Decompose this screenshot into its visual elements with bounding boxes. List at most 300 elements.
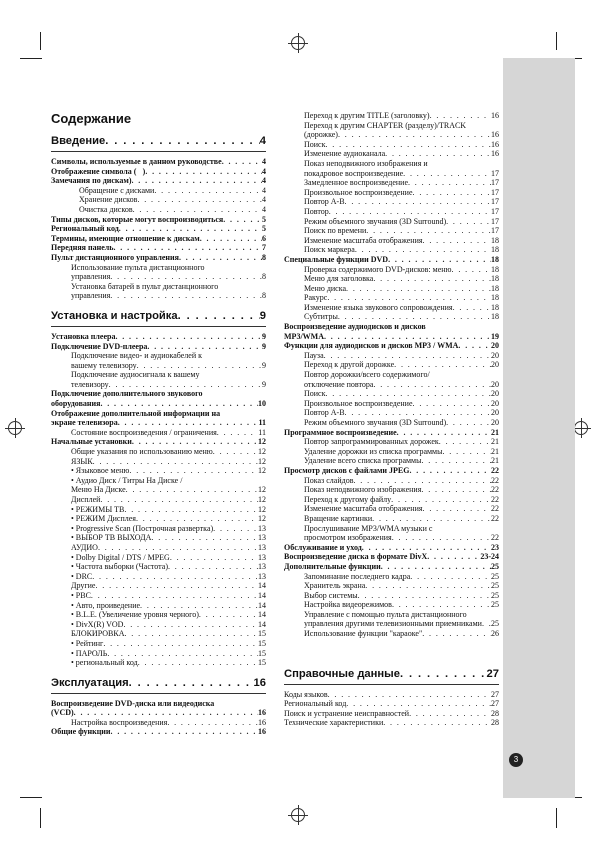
toc-entry-label: Типы дисков, которые могут воспроизводиться	[51, 214, 224, 224]
leader-dots	[362, 543, 491, 553]
toc-entry[interactable]	[284, 437, 499, 447]
leader-dots	[137, 361, 262, 371]
toc-entry-label: Поиск и устранение неисправностей	[284, 708, 410, 718]
toc-page-number: 12	[258, 514, 266, 524]
leader-dots	[366, 226, 491, 236]
leader-dots	[111, 727, 258, 737]
toc-entry[interactable]	[51, 620, 266, 630]
toc-entry-line[interactable]	[51, 263, 266, 273]
toc-entry[interactable]	[284, 514, 499, 524]
toc-entry-label: Повтор дорожки/всего содержимого/	[304, 370, 430, 380]
toc-page-number: 13	[258, 571, 266, 581]
page-title: Содержание	[51, 111, 132, 126]
toc-entry[interactable]	[284, 709, 499, 719]
toc-entry-label: вашему телевизору	[71, 360, 137, 370]
toc-entry-label: Воспроизведение DVD-диска или видеодиска	[51, 698, 215, 708]
toc-entry[interactable]	[51, 708, 266, 718]
toc-page-number: 6	[262, 233, 266, 243]
toc-entry-line[interactable]	[51, 370, 266, 380]
leader-dots	[100, 495, 258, 505]
toc-page-number: 14	[258, 590, 266, 600]
toc-entry[interactable]	[51, 591, 266, 601]
toc-entry-label: MP3/WMA	[284, 331, 324, 341]
toc-entry[interactable]	[284, 456, 499, 466]
toc-entry[interactable]	[284, 495, 499, 505]
toc-entry[interactable]	[51, 658, 266, 668]
toc-entry-label: Поиск	[304, 389, 326, 399]
toc-page-number: 26	[491, 629, 499, 639]
toc-entry[interactable]	[284, 581, 499, 591]
toc-entry-label: (дорожке)	[304, 130, 338, 140]
toc-entry[interactable]	[284, 332, 499, 342]
toc-page-number: 12	[258, 466, 266, 476]
toc-page-number: 22	[491, 504, 499, 514]
toc-page-number: 20	[491, 418, 499, 427]
toc-entry-label: ЯЗЫК	[71, 456, 93, 466]
toc-entry-label: Повтор запрограммированных дорожек	[304, 437, 439, 447]
toc-entry[interactable]	[284, 303, 499, 313]
toc-entry-line[interactable]	[51, 699, 266, 709]
toc-entry-label: Другие	[71, 581, 96, 591]
toc-entry[interactable]	[284, 418, 499, 428]
toc-entry-label: Удаление всего списка программы	[304, 456, 422, 466]
toc-section-heading[interactable]	[51, 309, 266, 327]
toc-entry[interactable]	[51, 610, 266, 620]
toc-entry[interactable]	[51, 533, 266, 543]
leader-dots	[345, 408, 491, 418]
toc-entry[interactable]	[51, 466, 266, 476]
toc-entry[interactable]	[51, 205, 266, 215]
toc-entry-label: Хранитель экрана	[304, 581, 366, 591]
leader-dots	[392, 600, 491, 610]
toc-page-number: 22	[491, 485, 499, 495]
toc-entry-label: Подключение DVD-плеера	[51, 341, 148, 351]
toc-entry-label: Переход к другим CHAPTER (разделу)/TRACK	[304, 120, 467, 130]
toc-entry[interactable]	[51, 380, 266, 390]
toc-entry[interactable]	[51, 332, 266, 342]
toc-column-left	[51, 111, 266, 737]
toc-entry-label: Региональный код	[284, 699, 347, 709]
toc-entry[interactable]	[51, 361, 266, 371]
toc-entry[interactable]	[284, 312, 499, 322]
crop-mark	[20, 58, 42, 59]
toc-page-number: 13	[258, 523, 266, 533]
toc-page-number: 15	[258, 658, 266, 668]
toc-entry-line[interactable]	[284, 322, 499, 332]
toc-entry-label: оборудования	[51, 399, 101, 409]
toc-entry[interactable]	[51, 215, 266, 225]
leader-dots	[132, 176, 263, 186]
toc-entry-label: Настройка видеорежимов	[304, 600, 392, 610]
leader-dots	[383, 718, 491, 728]
toc-page-number: 21	[491, 427, 499, 437]
leader-dots	[123, 620, 258, 630]
toc-entry-label: • Языковое меню	[71, 466, 130, 476]
toc-entry[interactable]	[51, 457, 266, 467]
leader-dots	[170, 553, 258, 563]
toc-section-heading[interactable]	[51, 676, 266, 694]
toc-entry[interactable]	[284, 629, 499, 639]
leader-dots	[74, 708, 258, 718]
toc-page-number: 16	[491, 149, 499, 159]
toc-entry-label: Установка батарей в пульт дистанционного	[71, 281, 219, 291]
toc-entry[interactable]	[51, 342, 266, 352]
toc-entry[interactable]	[51, 399, 266, 409]
toc-entry[interactable]	[51, 649, 266, 659]
toc-entry[interactable]	[284, 293, 499, 303]
crop-mark	[40, 808, 41, 828]
toc-page-number: 12	[258, 437, 266, 447]
toc-entry-label: Подключение дополнительного звукового	[51, 389, 203, 399]
leader-dots	[327, 293, 491, 303]
toc-entry-line[interactable]	[51, 476, 266, 486]
toc-entry-line[interactable]	[284, 370, 499, 380]
leader-dots	[138, 658, 258, 668]
toc-page-number: 16	[258, 717, 266, 727]
toc-entry-label: Изменение аудиоканала	[304, 149, 386, 159]
toc-entry-line[interactable]	[284, 121, 499, 131]
toc-page-number: 8	[262, 272, 266, 282]
leader-dots	[119, 224, 262, 234]
leader-dots	[427, 552, 480, 562]
leader-dots	[409, 466, 491, 476]
toc-entry[interactable]	[51, 224, 266, 234]
toc-page-number: 22	[491, 475, 499, 485]
toc-entry[interactable]	[51, 418, 266, 428]
toc-entry[interactable]	[51, 176, 266, 186]
toc-page-number: 9	[262, 379, 266, 389]
toc-page-number: 22	[491, 533, 499, 543]
leader-dots	[113, 243, 262, 253]
toc-entry[interactable]	[51, 553, 266, 563]
toc-page-number: 16	[253, 676, 266, 689]
toc-page-number: 21	[491, 437, 499, 447]
toc-entry-label: Начальные установки	[51, 437, 132, 447]
leader-dots	[338, 312, 491, 322]
toc-entry[interactable]	[284, 699, 499, 709]
toc-page-number: 18	[491, 235, 499, 245]
leader-dots	[100, 399, 258, 409]
toc-entry-label: телевизору	[71, 379, 109, 389]
toc-page-number: 19	[491, 331, 499, 341]
toc-entry[interactable]	[284, 188, 499, 198]
toc-entry[interactable]	[51, 428, 266, 438]
toc-section-heading[interactable]	[284, 667, 499, 685]
toc-entry[interactable]	[284, 572, 499, 582]
toc-page-number: 5	[262, 224, 266, 234]
toc-entry[interactable]	[284, 140, 499, 150]
toc-entry-label: Коды языков	[284, 689, 328, 699]
toc-entry[interactable]	[51, 253, 266, 263]
toc-entry-label: • Dolby Digital / DTS / MPEG	[71, 552, 170, 562]
leader-dots	[326, 389, 492, 399]
toc-entry[interactable]	[284, 236, 499, 246]
toc-entry[interactable]	[284, 428, 499, 438]
toc-entry-label: Дисплей	[71, 495, 101, 504]
toc-entry[interactable]	[284, 399, 499, 409]
toc-entry[interactable]	[284, 562, 499, 572]
leader-dots	[355, 245, 491, 255]
toc-entry[interactable]	[284, 149, 499, 159]
toc-entry[interactable]	[284, 130, 499, 140]
toc-entry-label: управления	[71, 291, 111, 301]
leader-dots	[95, 581, 258, 591]
toc-entry[interactable]	[284, 360, 499, 370]
toc-page-number: 17	[491, 226, 499, 236]
crop-mark	[556, 32, 557, 50]
toc-entry-label: Повтор A-B	[304, 197, 345, 207]
toc-entry[interactable]	[51, 524, 266, 534]
toc-page-number: 15	[258, 648, 266, 658]
toc-entry-line[interactable]	[51, 351, 266, 361]
toc-entry-label: Удаление дорожки из списка программы	[304, 446, 443, 456]
leader-dots	[422, 456, 492, 466]
toc-entry[interactable]	[51, 167, 266, 177]
toc-entry[interactable]	[51, 543, 266, 553]
toc-entry-line[interactable]	[284, 524, 499, 534]
leader-dots	[217, 428, 259, 438]
toc-entry[interactable]	[51, 485, 266, 495]
toc-entry-label: Отображение символа (⃠)	[51, 166, 146, 176]
toc-page-number: 12	[258, 456, 266, 466]
toc-list-right	[284, 111, 499, 728]
toc-entry-label: • Рейтинг	[71, 638, 104, 648]
leader-dots	[124, 505, 258, 515]
toc-entry-label: (VCD)	[51, 708, 74, 718]
toc-entry-label: Воспроизведение диска в формате DivX	[284, 552, 428, 562]
toc-page-number: 9	[262, 331, 266, 341]
leader-dots	[403, 169, 491, 179]
toc-entry-label: • региональный код	[71, 658, 138, 668]
toc-entry[interactable]	[51, 601, 266, 611]
toc-entry[interactable]	[51, 186, 266, 196]
toc-entry-label: управления	[71, 272, 111, 282]
toc-entry-label: Отображение дополнительной информации на	[51, 408, 221, 418]
toc-page-number: 18	[491, 302, 499, 312]
toc-page-number: 13	[258, 542, 266, 552]
leader-dots	[110, 291, 262, 301]
leader-dots	[91, 591, 258, 601]
toc-entry-label: Запоминание последнего кадра	[304, 571, 411, 581]
toc-entry[interactable]	[284, 552, 499, 562]
leader-dots	[443, 447, 492, 457]
leader-dots	[213, 447, 258, 457]
toc-entry-label: • PBC	[71, 590, 91, 600]
toc-page-number: 14	[258, 581, 266, 591]
toc-entry[interactable]	[284, 169, 499, 179]
toc-entry-label: Переход к другим TITLE (заголовку)	[304, 111, 430, 120]
leader-dots	[178, 309, 260, 323]
leader-dots	[482, 619, 491, 629]
toc-entry[interactable]	[51, 447, 266, 457]
leader-dots	[346, 284, 491, 294]
toc-entry[interactable]	[284, 718, 499, 728]
leader-dots	[213, 524, 258, 534]
leader-dots	[179, 253, 262, 263]
toc-entry-label: Замедленное воспроизведение	[304, 178, 408, 188]
toc-entry-label: Замечания по дискам)	[51, 176, 132, 186]
toc-entry[interactable]	[51, 562, 266, 572]
toc-entry[interactable]	[284, 408, 499, 418]
toc-entry[interactable]	[284, 111, 499, 121]
toc-entry[interactable]	[284, 274, 499, 284]
leader-dots	[452, 265, 491, 275]
toc-entry[interactable]	[284, 591, 499, 601]
toc-entry-label: Использование пульта дистанционного	[71, 262, 205, 272]
toc-entry[interactable]	[51, 272, 266, 282]
toc-entry-line[interactable]	[51, 389, 266, 399]
toc-entry-label: Прослушивание MP3/WMA музыки с	[304, 523, 433, 533]
toc-page-number: 25	[491, 561, 499, 571]
toc-entry-label: Меню диска	[304, 283, 347, 293]
toc-entry[interactable]	[284, 690, 499, 700]
toc-entry[interactable]	[51, 505, 266, 515]
toc-page-number: 25	[491, 590, 499, 600]
toc-entry-line[interactable]	[51, 282, 266, 292]
toc-entry-label: Термины, имеющие отношение к дискам	[51, 233, 200, 243]
toc-entry[interactable]	[284, 485, 499, 495]
toc-entry-line[interactable]	[51, 409, 266, 419]
leader-dots	[140, 601, 258, 611]
toc-entry[interactable]	[284, 226, 499, 236]
toc-entry[interactable]	[284, 466, 499, 476]
leader-dots	[373, 274, 491, 284]
toc-entry-label: Символы, используемые в данном руководстве	[51, 157, 222, 166]
toc-entry[interactable]	[51, 234, 266, 244]
toc-entry[interactable]	[284, 476, 499, 486]
toc-entry[interactable]	[51, 581, 266, 591]
toc-entry-label: • РЕЖИМЫ ТВ	[71, 504, 125, 514]
toc-entry-label: Общие указания по использованию меню	[71, 447, 213, 457]
leader-dots	[145, 167, 262, 177]
leader-dots	[151, 533, 258, 543]
toc-entry[interactable]	[284, 341, 499, 351]
toc-entry-label: Хранение дисков	[79, 195, 138, 205]
leader-dots	[423, 504, 491, 514]
toc-entry[interactable]	[51, 157, 266, 167]
toc-page-number: 18	[491, 254, 499, 264]
leader-dots	[129, 466, 258, 476]
toc-entry[interactable]	[284, 255, 499, 265]
toc-entry[interactable]	[51, 195, 266, 205]
toc-entry-label: Просмотр дисков с файлами JPEG	[284, 465, 410, 475]
leader-dots	[346, 699, 491, 709]
leader-dots	[413, 399, 491, 409]
toc-entry-label: Режим объемного звучания (3D Surround)	[304, 216, 447, 226]
toc-entry[interactable]	[284, 619, 499, 629]
toc-page-number: 11	[258, 418, 266, 428]
toc-entry[interactable]	[284, 600, 499, 610]
toc-page-number: 25	[491, 600, 499, 610]
toc-page-number: 4	[262, 204, 266, 214]
toc-entry-label: Технические характеристики	[284, 718, 384, 728]
toc-entry-label: • DivX(R) VOD	[71, 619, 124, 629]
toc-page-number: 8	[262, 291, 266, 301]
toc-entry[interactable]	[284, 178, 499, 188]
toc-entry[interactable]	[284, 447, 499, 457]
toc-entry-label: Введение	[51, 135, 106, 147]
toc-page-number: 18	[491, 283, 499, 293]
toc-entry[interactable]	[51, 629, 266, 639]
toc-entry[interactable]	[284, 351, 499, 361]
toc-page-number: 4	[262, 176, 266, 186]
toc-entry-label: • РЕЖИМ Дисплея	[71, 514, 136, 524]
toc-page-number: 11	[258, 427, 266, 437]
toc-entry[interactable]	[51, 572, 266, 582]
toc-page-number: 22	[491, 494, 499, 504]
toc-entry-label: Использование функции "караоке"	[304, 629, 423, 639]
toc-entry[interactable]	[51, 514, 266, 524]
toc-entry[interactable]	[51, 639, 266, 649]
toc-entry-line[interactable]	[284, 610, 499, 620]
toc-page-number: 15	[258, 629, 266, 639]
toc-entry[interactable]	[51, 243, 266, 253]
toc-entry-label: АУДИО	[71, 542, 98, 552]
leader-dots	[136, 514, 258, 524]
toc-entry-line[interactable]	[284, 159, 499, 169]
toc-entry[interactable]	[51, 291, 266, 301]
toc-entry-label: Программное воспроизведение	[284, 427, 397, 437]
leader-dots	[103, 639, 258, 649]
toc-page-number: 17	[491, 187, 499, 197]
toc-page-number: 23-24	[480, 552, 499, 562]
toc-page-number: 27	[491, 699, 499, 709]
toc-section-heading[interactable]	[51, 134, 266, 152]
toc-entry[interactable]	[51, 727, 266, 737]
leader-dots	[391, 495, 491, 505]
leader-dots	[154, 186, 262, 196]
crop-mark	[20, 797, 42, 798]
toc-entry-label: Меню На Диске	[71, 485, 126, 495]
leader-dots	[124, 629, 258, 639]
leader-dots	[410, 572, 491, 582]
toc-page-number: 22	[491, 513, 499, 523]
toc-entry[interactable]	[284, 207, 499, 217]
leader-dots	[423, 236, 491, 246]
toc-entry[interactable]	[284, 380, 499, 390]
toc-page-number: 12	[258, 485, 266, 495]
registration-mark	[8, 421, 22, 435]
toc-page-number: 21	[491, 456, 499, 466]
toc-entry[interactable]	[284, 284, 499, 294]
toc-entry[interactable]	[284, 533, 499, 543]
leader-dots	[413, 188, 491, 198]
toc-entry[interactable]	[284, 543, 499, 553]
toc-entry[interactable]	[51, 437, 266, 447]
toc-page-number: 4	[262, 166, 266, 176]
toc-page-number: 25	[491, 571, 499, 581]
toc-entry-label: Установка и настройка	[51, 309, 178, 322]
toc-entry[interactable]	[51, 718, 266, 728]
toc-entry[interactable]	[284, 389, 499, 399]
toc-entry[interactable]	[284, 504, 499, 514]
toc-entry[interactable]	[51, 495, 266, 505]
registration-mark	[574, 421, 588, 435]
toc-entry-label: • ВЫБОР ТВ ВЫХОДА	[71, 533, 152, 543]
toc-page-number: 5	[262, 214, 266, 224]
leader-dots	[397, 428, 491, 438]
toc-entry[interactable]	[284, 197, 499, 207]
toc-entry-label: Общие функции	[51, 727, 111, 737]
toc-column-right	[284, 111, 499, 728]
toc-entry-label: • Авто, проиведение	[71, 600, 141, 610]
leader-dots	[167, 718, 258, 728]
toc-entry[interactable]	[284, 217, 499, 227]
toc-page-number: 27	[491, 689, 499, 699]
toc-entry[interactable]	[284, 245, 499, 255]
toc-entry-label: Режим объемного звучания (3D Surround)	[304, 418, 447, 427]
toc-entry[interactable]	[284, 265, 499, 275]
